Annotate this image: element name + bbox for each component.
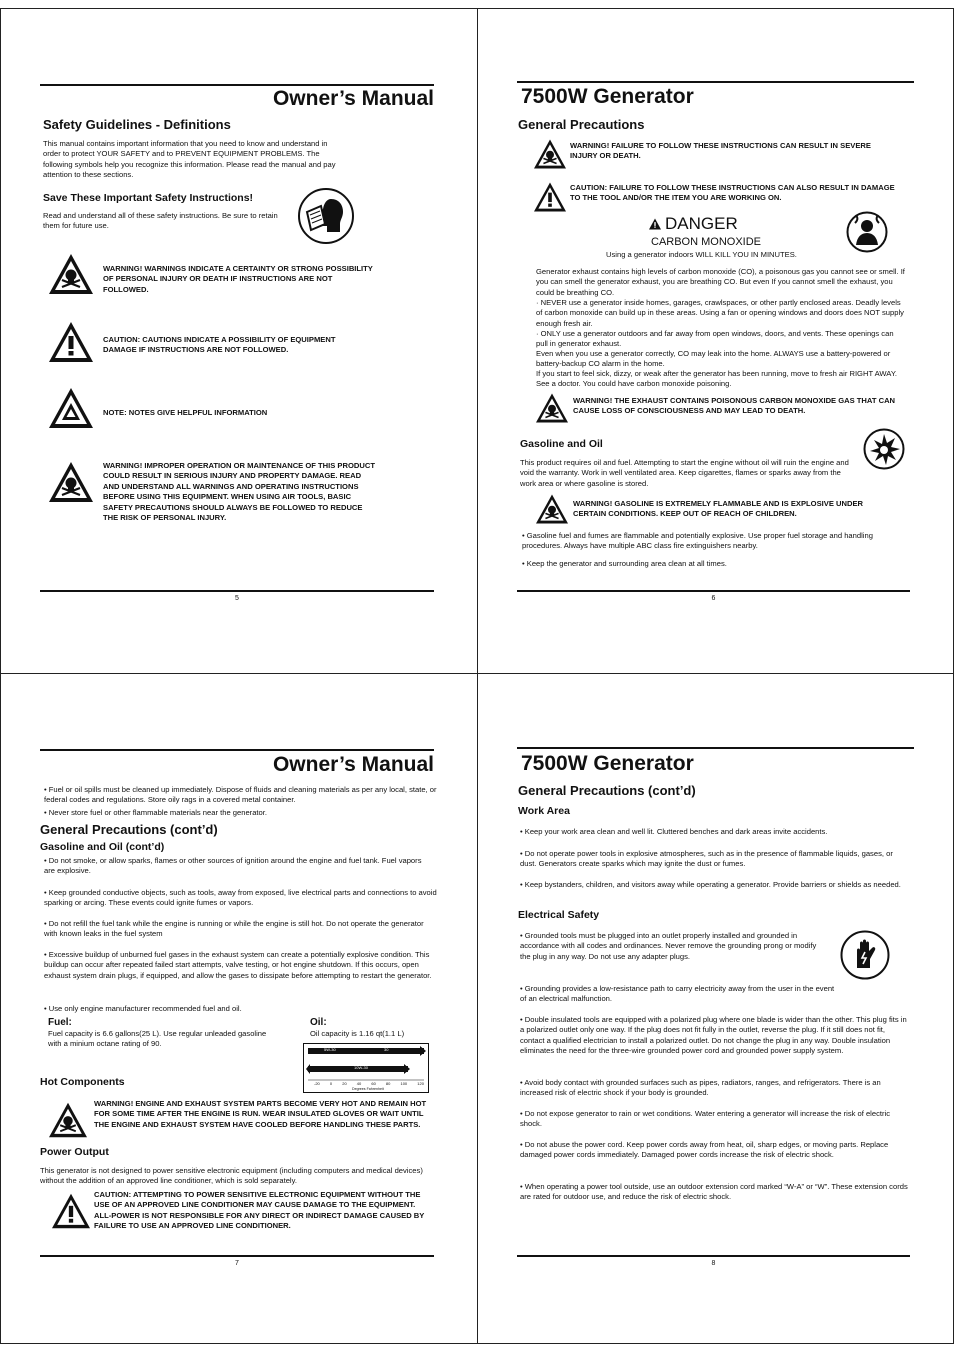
page-number: 6 xyxy=(517,590,910,602)
page-7 xyxy=(0,673,477,1350)
fumes-head-icon xyxy=(846,211,888,253)
page-header: 7500W Generator xyxy=(517,81,914,109)
bullet-item: • Grounding provides a low-resistance path to carry electricity away from the user in the event of an electrical malfunction. xyxy=(520,984,835,1004)
gasoline-oil-text: This product requires oil and fuel. Attempting to start the engine without oil will ruin the engine and void the warranty. Work in well ventilated area. Keep cigarettes, flames or sparks away from the work area or where gasoline is stored. xyxy=(520,458,849,488)
tick-label: 60 xyxy=(371,1081,376,1086)
explosion-icon xyxy=(863,428,905,470)
bullet-item: • Gasoline fuel and fumes are flammable and potentially explosive. Use proper fuel storage and handling procedures. Always have multiple ABC class fire extinguishers nearby. xyxy=(522,531,873,551)
tick-label: 40 xyxy=(356,1081,362,1086)
warning-text: WARNING! GASOLINE IS EXTREMELY FLAMMABLE AND IS EXPLOSIVE UNDER CERTAIN CONDITIONS. KEEP OUT OF REACH OF CHILDREN. xyxy=(573,499,863,519)
exclamation-caution-icon xyxy=(532,181,568,213)
electrical-safety-title: Electrical Safety xyxy=(518,909,600,921)
co-subtitle: Using a generator indoors WILL KILL YOU IN MINUTES. xyxy=(606,250,797,259)
bullet-item: • Fuel or oil spills must be cleaned up immediately. Dispose of fluids and cleaning materials as per any local, state, or federal codes and regulations. Store oily rags in a covered metal container. xyxy=(44,785,437,805)
oil-chart-xlabel: Degrees Fahrenheit xyxy=(352,1087,384,1091)
save-instructions-text: Read and understand all of these safety instructions. Be sure to retain them for future use. xyxy=(43,211,278,231)
oil-viscosity-chart xyxy=(303,1043,429,1093)
page-number: 8 xyxy=(517,1255,910,1267)
oil-bar-label: 10W-30 xyxy=(354,1065,368,1070)
section-title: General Precautions (cont’d) xyxy=(518,783,696,798)
note-triangle-icon xyxy=(47,386,95,430)
skull-warning-icon xyxy=(47,252,95,296)
tick-label: 0 xyxy=(329,1081,333,1086)
skull-warning-icon xyxy=(532,138,568,170)
page-header: Owner’s Manual xyxy=(40,749,434,777)
oil-bar-label: 5W-30 xyxy=(324,1047,336,1052)
save-instructions-title: Save These Important Safety Instructions! xyxy=(43,192,254,204)
section-title: General Precautions (cont’d) xyxy=(40,822,218,837)
page-header: Owner’s Manual xyxy=(40,84,434,111)
skull-warning-icon xyxy=(534,493,570,525)
bullet-item: • Do not refill the fuel tank while the engine is running or while the engine is still hot. Do not operate the generator with known leaks in the fuel system xyxy=(44,919,424,939)
page-6 xyxy=(477,0,954,673)
co-title: CARBON MONOXIDE xyxy=(651,236,762,248)
exclamation-caution-icon xyxy=(47,320,95,364)
bullet-item: • Avoid body contact with grounded surfaces such as pipes, radiators, ranges, and refrigerators. There is an increased risk of electric shock if your body is grounded. xyxy=(520,1078,881,1098)
bullet-item: • Keep bystanders, children, and visitors away while operating a generator. Provide barriers or shields as needed. xyxy=(520,880,901,889)
page-5 xyxy=(0,0,477,673)
oil-bar-label: 30 xyxy=(384,1047,389,1052)
co-paragraph: Generator exhaust contains high levels of carbon monoxide (CO), a poisonous gas you cannot see or smell. If you can smell the generator exhaust, you are breathing CO. But even If you cannot smell the exhaust, you could be breathing CO. xyxy=(536,267,905,297)
gasoline-oil-title: Gasoline and Oil xyxy=(520,438,603,450)
fuel-text: Fuel capacity is 6.6 gallons(25 L). Use regular unleaded gasoline with a minium octane rating of 90. xyxy=(48,1029,267,1049)
note-text: NOTE: NOTES GIVE HELPFUL INFORMATION xyxy=(103,408,268,417)
section-title: General Precautions xyxy=(518,117,645,132)
oil-text: Oil capacity is 1.16 qt(1.1 L) xyxy=(310,1029,405,1038)
bullet-item: • Use only engine manufacturer recommended fuel and oil. xyxy=(44,1004,242,1013)
sub-title: Gasoline and Oil (cont’d) xyxy=(40,841,165,853)
co-paragraph: Even when you use a generator correctly, CO may leak into the home. ALWAYS use a battery-powered or battery-backup CO alarm in the home. xyxy=(536,349,891,369)
tick-label: 20 xyxy=(342,1081,347,1086)
bullet-item: • Do not expose generator to rain or wet conditions. Water entering a generator will increase the risk of electric shock. xyxy=(520,1109,891,1129)
page-8 xyxy=(477,673,954,1350)
bullet-item: • Keep grounded conductive objects, such as tools, away from exposed, live electrical parts and connections to avoid sparking or arcing. These events could ignite fumes or vapors. xyxy=(44,888,437,908)
bullet-item: • Do not smoke, or allow sparks, flames or other sources of ignition around the engine and fuel tank. Fuel vapors are explosive. xyxy=(44,856,422,876)
hot-components-title: Hot Components xyxy=(40,1076,125,1088)
bullet-item: • Never store fuel or other flammable materials near the generator. xyxy=(44,808,267,817)
caution-text: CAUTION: FAILURE TO FOLLOW THESE INSTRUCTIONS CAN ALSO RESULT IN DAMAGE TO THE TOOL AND/OR THE ITEM YOU ARE WORKING ON. xyxy=(570,183,895,203)
bullet-item: • Keep the generator and surrounding area clean at all times. xyxy=(522,559,727,568)
skull-warning-icon xyxy=(47,1101,89,1139)
power-output-text: This generator is not designed to power sensitive electronic equipment (including computers and medical devices) without the addition of an approved line conditioner, which is sold separately. xyxy=(40,1166,423,1186)
intro-text: This manual contains important information that you need to know and understand in order to protect YOUR SAFETY and to PREVENT EQUIPMENT PROBLEMS. The following symbols help you recognize this information. Please read the manual and pay attention to these sections. xyxy=(43,139,336,180)
warning-text: WARNING! THE EXHAUST CONTAINS POISONOUS CARBON MONOXIDE GAS THAT CAN CAUSE LOSS OF CONSCIOUSNESS AND MAY LEAD TO DEATH. xyxy=(573,396,896,416)
page-number: 5 xyxy=(40,590,434,602)
work-area-title: Work Area xyxy=(518,805,570,817)
bullet-item: • Excessive buildup of unburned fuel gases in the exhaust system can create a potentially explosive condition. This buildup can occur after repeated failed start attempts, valve testing, or hot engine shutdown. If this occurs, open exhaust system drain plugs, if equipped, and allow the gases to dissipate before attempting to restart the generator. xyxy=(44,950,432,980)
caution-text: CAUTION: ATTEMPTING TO POWER SENSITIVE ELECTRONIC EQUIPMENT WITHOUT THE USE OF AN APPROVED LINE CONDITIONER MAY CAUSE DAMAGE TO THE EQUIPMENT. ALL-POWER IS NOT RESPONSIBLE FOR ANY DIRECT OR INDIRECT DAMAGE CAUSED BY FAILURE TO USE AN APPROVED LINE CONDITIONER. xyxy=(94,1190,425,1231)
danger-triangle-icon xyxy=(648,218,662,230)
skull-warning-icon xyxy=(534,392,570,424)
read-manual-icon xyxy=(297,187,355,245)
bullet-item: • Do not abuse the power cord. Keep power cords away from heat, oil, sharp edges, or moving parts. Replace damaged power cords immediately. Damaged power cords increase the risk of electric shock. xyxy=(520,1140,889,1160)
co-paragraph: · NEVER use a generator inside homes, garages, crawlspaces, or other partly enclosed areas. Deadly levels of carbon monoxide can build up in these areas. Using a fan or opening windows and doors does NOT supply enough fresh air. xyxy=(536,298,904,328)
warning-text: WARNING! FAILURE TO FOLLOW THESE INSTRUCTIONS CAN RESULT IN SEVERE INJURY OR DEATH. xyxy=(570,141,871,161)
page-number: 7 xyxy=(40,1255,434,1267)
tick-label: 100 xyxy=(400,1081,408,1086)
bullet-item: • Do not operate power tools in explosive atmospheres, such as in the presence of flammable liquids, gases, or dust. Generators create sparks which may ignite the dust or fumes. xyxy=(520,849,893,869)
fuel-label: Fuel: xyxy=(48,1017,72,1028)
danger-text: DANGER xyxy=(665,214,738,233)
warning-text: WARNING! WARNINGS INDICATE A CERTAINTY OR STRONG POSSIBILITY OF PERSONAL INJURY OR DEATH IF INSTRUCTIONS ARE NOT FOLLOWED. xyxy=(103,264,373,294)
co-paragraph: If you start to feel sick, dizzy, or weak after the generator has been running, move to fresh air RIGHT AWAY. See a doctor. You could have carbon monoxide poisoning. xyxy=(536,369,898,389)
page-header: 7500W Generator xyxy=(517,747,914,776)
skull-warning-icon xyxy=(47,460,95,504)
bullet-item: • When operating a power tool outside, use an outdoor extension cord marked “W-A” or “W”. These extension cords are rated for outdoor use, and reduce the risk of electric shock. xyxy=(520,1182,908,1202)
section-title: Safety Guidelines - Definitions xyxy=(43,117,231,132)
tick-label: 80 xyxy=(385,1081,391,1086)
co-paragraph: · ONLY use a generator outdoors and far away from open windows, doors, and vents. These openings can pull in generator exhaust. xyxy=(536,329,894,349)
oil-label: Oil: xyxy=(310,1017,327,1028)
tick-label: -20 xyxy=(314,1081,320,1086)
oil-chart-ticks xyxy=(314,1081,424,1086)
danger-label xyxy=(648,214,738,234)
exclamation-caution-icon xyxy=(50,1192,92,1230)
warning-text: WARNING! IMPROPER OPERATION OR MAINTENANCE OF THIS PRODUCT COULD RESULT IN SERIOUS INJURY AND PROPERTY DAMAGE. READ AND UNDERSTAND ALL WARNINGS AND OPERATING INSTRUCTIONS BEFORE USING THIS EQUIPMENT. WHEN USING AIR TOOLS, BASIC SAFETY PRECAUTIONS SHOULD ALWAYS BE FOLLOWED TO REDUCE THE RISK OF PERSONAL INJURY. xyxy=(103,461,375,523)
electric-shock-hand-icon xyxy=(840,930,890,980)
bullet-item: • Keep your work area clean and well lit. Cluttered benches and dark areas invite accidents. xyxy=(520,827,828,836)
warning-text: WARNING! ENGINE AND EXHAUST SYSTEM PARTS BECOME VERY HOT AND REMAIN HOT FOR SOME TIME AFTER THE ENGINE IS RUN. WEAR INSULATED GLOVES OR WAIT UNTIL THE ENGINE AND EXHAUST SYSTEM HAVE COOLED BEFORE HANDLING THESE PARTS. xyxy=(94,1099,427,1129)
bullet-item: • Double insulated tools are equipped with a polarized plug where one blade is wider than the other. This plug fits in a polarized outlet only one way. If the plug does not fit fully in the outlet, reverse the plug. If it still does not fit, contact a qualified electrician to install a polarized outlet. Do not change the plug in any way. Double insulation eliminates the need for the three-wire grounded power cord and grounded power supply system. xyxy=(520,1015,907,1056)
caution-text: CAUTION: CAUTIONS INDICATE A POSSIBILITY OF EQUIPMENT DAMAGE IF INSTRUCTIONS ARE NOT FOLLOWED. xyxy=(103,335,336,355)
power-output-title: Power Output xyxy=(40,1146,109,1158)
bullet-item: • Grounded tools must be plugged into an outlet properly installed and grounded in accordance with all codes and ordinances. Never remove the grounding prong or modify the plug in any way. Do not use any adapter plugs. xyxy=(520,931,817,961)
tick-label: 120 xyxy=(417,1081,424,1086)
